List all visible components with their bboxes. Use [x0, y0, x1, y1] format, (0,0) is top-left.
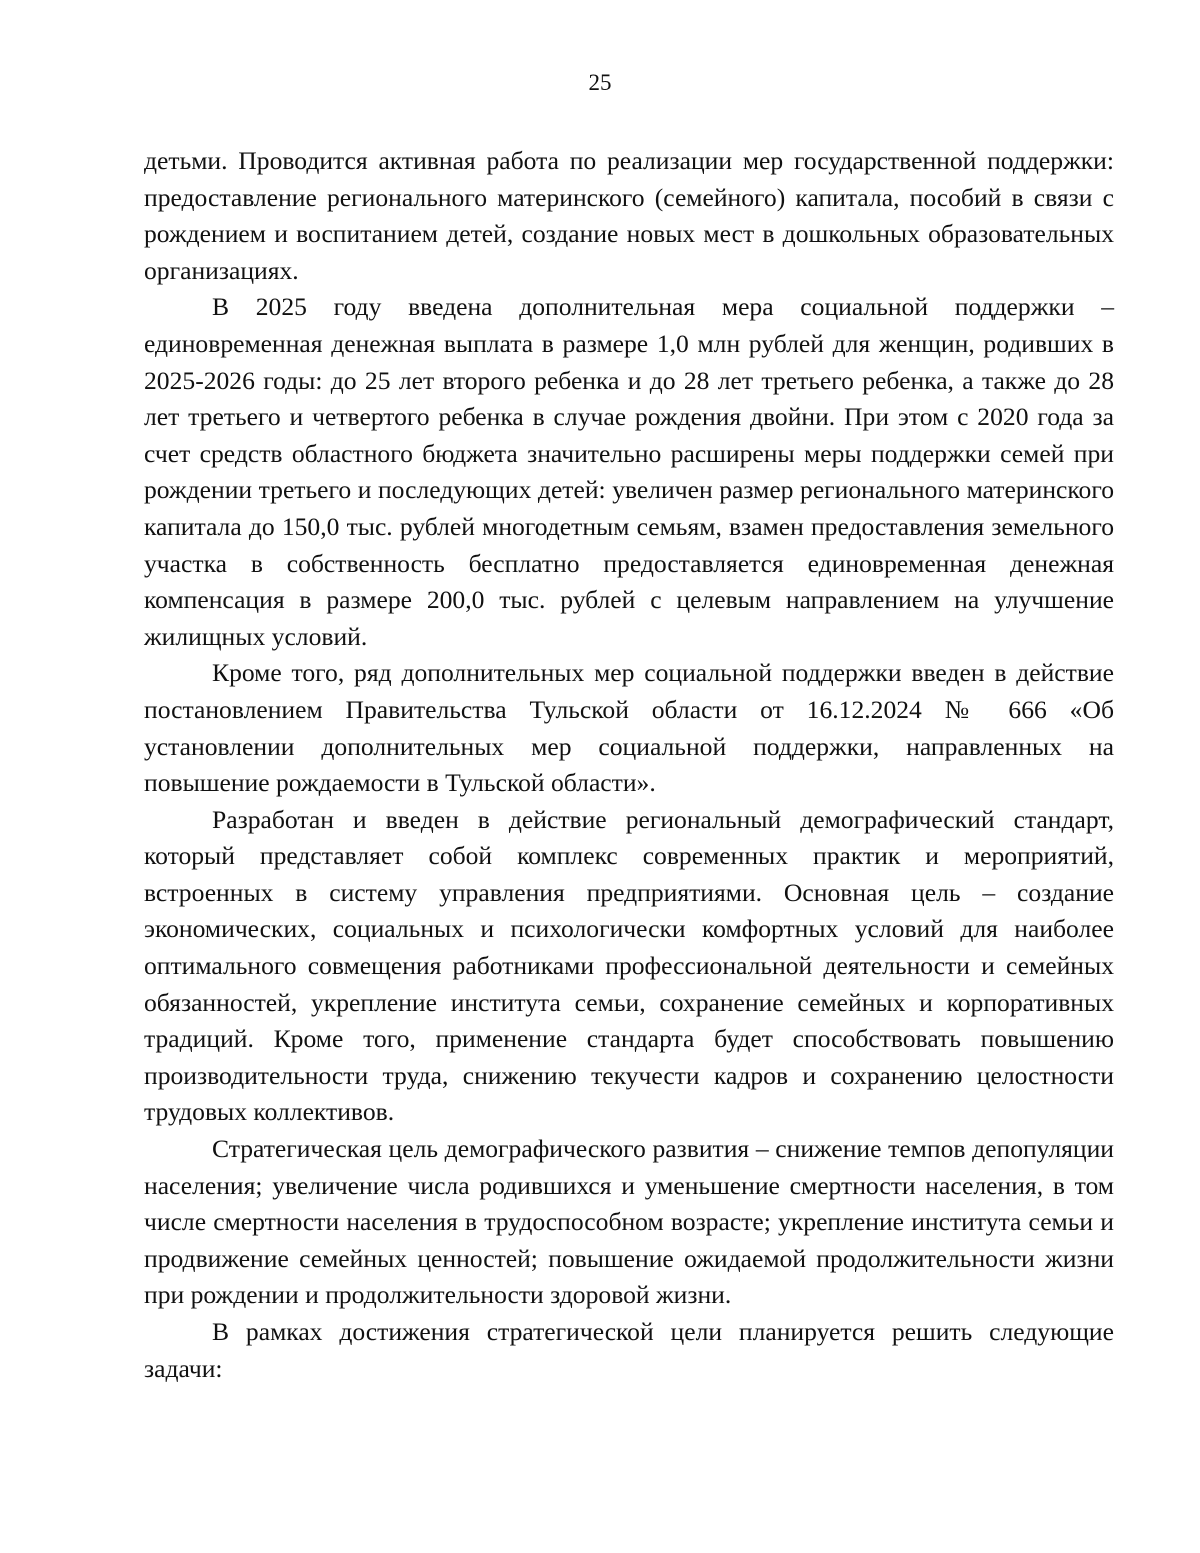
paragraph-additional-measures: Кроме того, ряд дополнительных мер социальной поддержки введен в действие постановлением Правительства Тульской области от 16.12.2024 № 666 «Об установлении дополнительных мер социальной поддержки, направленных на повышение рождаемости в Тульской области».	[144, 658, 1114, 798]
document-body	[144, 143, 1114, 1387]
page-number: 25	[588, 70, 612, 95]
paragraph-strategic-goal: Стратегическая цель демографического развития – снижение темпов депопуляции населения; увеличение числа родившихся и уменьшение смертности населения, в том числе смертности населения в трудоспособном возрасте; укрепление института семьи и продвижение семейных ценностей; повышение ожидаемой продолжительности жизни при рождении и продолжительности здоровой жизни.	[144, 1134, 1114, 1310]
paragraph-2025-payment: В 2025 году введена дополнительная мера социальной поддержки – единовременная денежная выплата в размере 1,0 млн рублей для женщин, родивших в 2025-2026 годы: до 25 лет второго ребенка и до 28 лет третьего ребенка, а также до 28 лет третьего и четвертого ребенка в случае рождения двойни. При этом с 2020 года за счет средств областного бюджета значительно расширены меры поддержки семей при рождении третьего и последующих детей: увеличен размер регионального материнского капитала до 150,0 тыс. рублей многодетным семьям, взамен предоставления земельного участка в собственность бесплатно предоставляется единовременная денежная компенсация в размере 200,0 тыс. рублей с целевым направлением на улучшение жилищных условий.	[144, 292, 1114, 651]
paragraph-tasks-intro: В рамках достижения стратегической цели планируется решить следующие задачи:	[144, 1317, 1114, 1383]
paragraph-continuation: детьми. Проводится активная работа по реализации мер государственной поддержки: предоставление регионального материнского (семейного) капитала, пособий в связи с рождением и воспитанием детей, создание новых мест в дошкольных образовательных организациях.	[144, 146, 1114, 285]
paragraph-demographic-standard: Разработан и введен в действие региональный демографический стандарт, который представляет собой комплекс современных практик и мероприятий, встроенных в систему управления предприятиями. Основная цель – создание экономических, социальных и психологически комфортных условий для наиболее оптимального совмещения работниками профессиональной деятельности и семейных обязанностей, укрепление института семьи, сохранение семейных и корпоративных традиций. Кроме того, применение стандарта будет способствовать повышению производительности труда, снижению текучести кадров и сохранению целостности трудовых коллективов.	[144, 804, 1114, 1127]
